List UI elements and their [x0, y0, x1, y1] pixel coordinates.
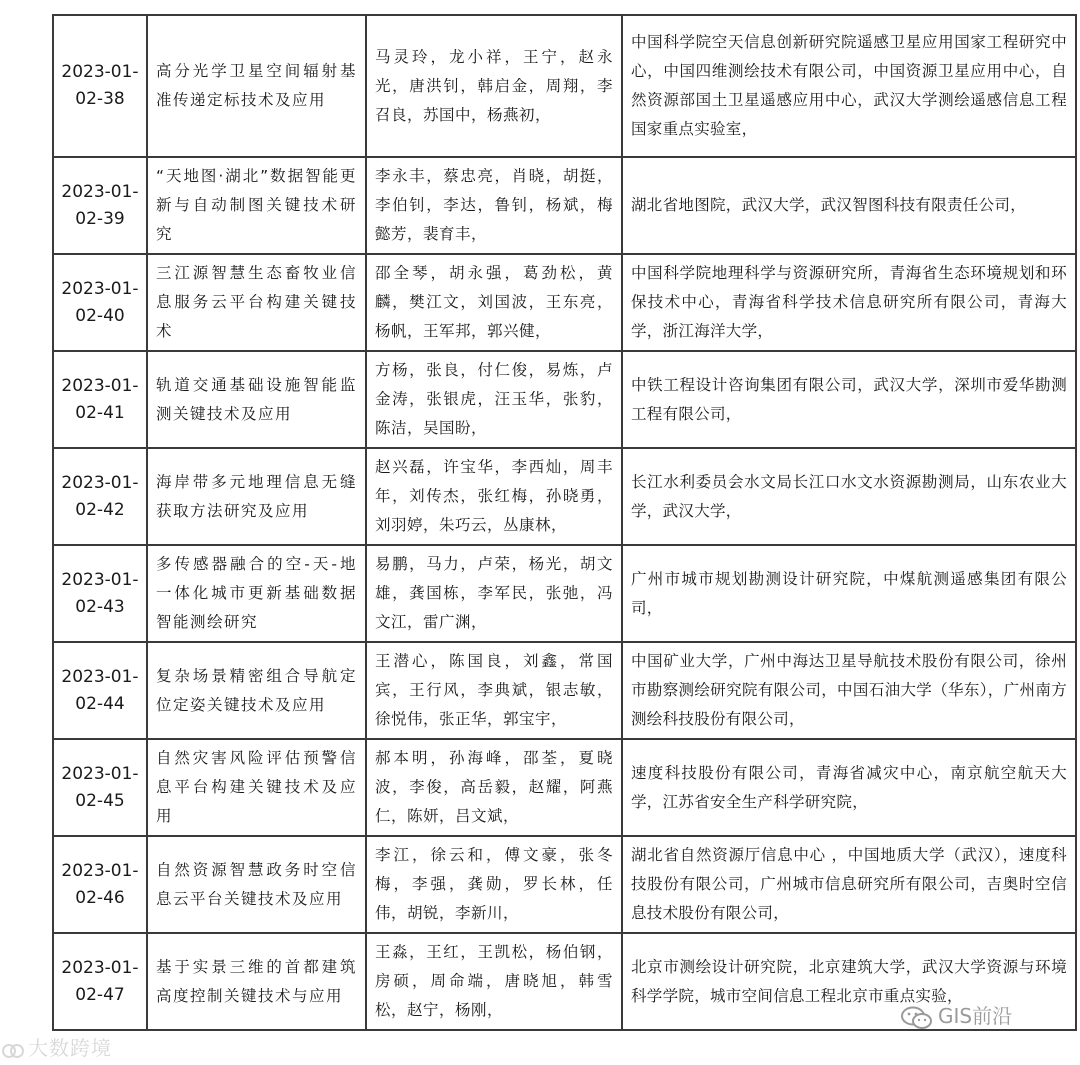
row-id-cell: 2023-01-02-46 — [53, 836, 147, 933]
institutions-cell: 广州市城市规划勘测设计研究院，中煤航测遥感集团有限公司， — [622, 545, 1076, 642]
contributors-cell: 马灵玲，龙小祥，王宁，赵永光，唐洪钊，韩启金，周翔，李召良，苏国中，杨燕初， — [366, 15, 622, 157]
watermark-right — [900, 1000, 1012, 1030]
project-title-cell: 基于实景三维的首都建筑高度控制关键技术与应用 — [147, 933, 366, 1030]
contributors-cell: 方杨，张良，付仁俊，易炼，卢金涛，张银虎，汪玉华，张豹，陈洁，吴国盼， — [366, 351, 622, 448]
project-title-cell: 高分光学卫星空间辐射基准传递定标技术及应用 — [147, 15, 366, 157]
institutions-cell: 中国科学院地理科学与资源研究所，青海省生态环境规划和环保技术中心，青海省科学技术信息研究所有限公司，青海大学，浙江海洋大学， — [622, 254, 1076, 351]
institutions-cell: 长江水利委员会水文局长江口水文水资源勘测局，山东农业大学，武汉大学， — [622, 448, 1076, 545]
row-id-cell: 2023-01-02-44 — [53, 642, 147, 739]
contributors-cell: 赵兴磊，许宝华，李西灿，周丰年，刘传杰，张红梅，孙晓勇，刘羽婷，朱巧云，丛康林， — [366, 448, 622, 545]
institutions-cell: 湖北省自然资源厅信息中心 ，中国地质大学（武汉），速度科技股份有限公司，广州城市信息研究所有限公司，吉奥时空信息技术股份有限公司， — [622, 836, 1076, 933]
row-id-cell: 2023-01-02-40 — [53, 254, 147, 351]
wechat-icon — [900, 1006, 934, 1030]
project-title-cell: 自然资源智慧政务时空信息云平台关键技术及应用 — [147, 836, 366, 933]
row-id-cell: 2023-01-02-43 — [53, 545, 147, 642]
project-title-cell: 自然灾害风险评估预警信息平台构建关键技术及应用 — [147, 739, 366, 836]
table-row — [53, 739, 1076, 836]
table-row — [53, 351, 1076, 448]
watermark-left — [2, 1032, 112, 1061]
row-id-cell: 2023-01-02-38 — [53, 15, 147, 157]
table-row — [53, 254, 1076, 351]
row-id-cell: 2023-01-02-42 — [53, 448, 147, 545]
project-title-cell: “天地图·湖北”数据智能更新与自动制图关键技术研究 — [147, 157, 366, 254]
brand-logo-icon — [2, 1041, 24, 1059]
table-row — [53, 448, 1076, 545]
row-id-cell: 2023-01-02-39 — [53, 157, 147, 254]
institutions-cell: 中国矿业大学，广州中海达卫星导航技术股份有限公司，徐州市勘察测绘研究院有限公司，中国石油大学（华东），广州南方测绘科技股份有限公司， — [622, 642, 1076, 739]
project-title-cell: 复杂场景精密组合导航定位定姿关键技术及应用 — [147, 642, 366, 739]
project-title-cell: 多传感器融合的空-天-地一体化城市更新基础数据智能测绘研究 — [147, 545, 366, 642]
award-table — [52, 14, 1077, 1031]
row-id-cell: 2023-01-02-41 — [53, 351, 147, 448]
contributors-cell: 王潜心，陈国良，刘鑫，常国宾，王行风，李典斌，银志敏，徐悦伟，张正华，郭宝宇， — [366, 642, 622, 739]
contributors-cell: 王淼，王红，王凯松，杨伯钢，房硕，周命端，唐晓旭，韩雪松，赵宁，杨刚， — [366, 933, 622, 1030]
watermark-left-text: 大数跨境 — [28, 1036, 112, 1060]
row-id-cell: 2023-01-02-47 — [53, 933, 147, 1030]
project-title-cell: 轨道交通基础设施智能监测关键技术及应用 — [147, 351, 366, 448]
table-row — [53, 545, 1076, 642]
institutions-cell: 北京市测绘设计研究院，北京建筑大学，武汉大学资源与环境科学学院，城市空间信息工程北京市重点实验， — [622, 933, 1076, 1030]
contributors-cell: 李永丰，蔡忠亮，肖晓，胡挺，李伯钊，李达，鲁钊，杨斌，梅懿芳，裴育丰， — [366, 157, 622, 254]
institutions-cell: 湖北省地图院，武汉大学，武汉智图科技有限责任公司， — [622, 157, 1076, 254]
watermark-right-text: GIS前沿 — [938, 1004, 1013, 1028]
row-id-cell: 2023-01-02-45 — [53, 739, 147, 836]
table-row — [53, 642, 1076, 739]
institutions-cell: 速度科技股份有限公司，青海省减灾中心，南京航空航天大学，江苏省安全生产科学研究院， — [622, 739, 1076, 836]
contributors-cell: 易鹏，马力，卢荣，杨光，胡文雄，龚国栋，李军民，张弛，冯文江，雷广渊， — [366, 545, 622, 642]
table-row — [53, 836, 1076, 933]
institutions-cell: 中国科学院空天信息创新研究院遥感卫星应用国家工程研究中心，中国四维测绘技术有限公司，中国资源卫星应用中心，自然资源部国土卫星遥感应用中心，武汉大学测绘遥感信息工程国家重点实验室， — [622, 15, 1076, 157]
project-title-cell: 海岸带多元地理信息无缝获取方法研究及应用 — [147, 448, 366, 545]
contributors-cell: 李江，徐云和，傅文豪，张冬梅，李强，龚勋，罗长林，任伟，胡锐，李新川， — [366, 836, 622, 933]
contributors-cell: 郝本明，孙海峰，邵荃，夏晓波，李俊，高岳毅，赵耀，阿燕仁，陈妍，吕文斌， — [366, 739, 622, 836]
table-row — [53, 157, 1076, 254]
contributors-cell: 邵全琴，胡永强，葛劲松，黄麟，樊江文，刘国波，王东亮，杨帆，王军邦，郭兴健， — [366, 254, 622, 351]
project-title-cell: 三江源智慧生态畜牧业信息服务云平台构建关键技术 — [147, 254, 366, 351]
institutions-cell: 中铁工程设计咨询集团有限公司，武汉大学，深圳市爱华勘测工程有限公司， — [622, 351, 1076, 448]
table-row — [53, 15, 1076, 157]
